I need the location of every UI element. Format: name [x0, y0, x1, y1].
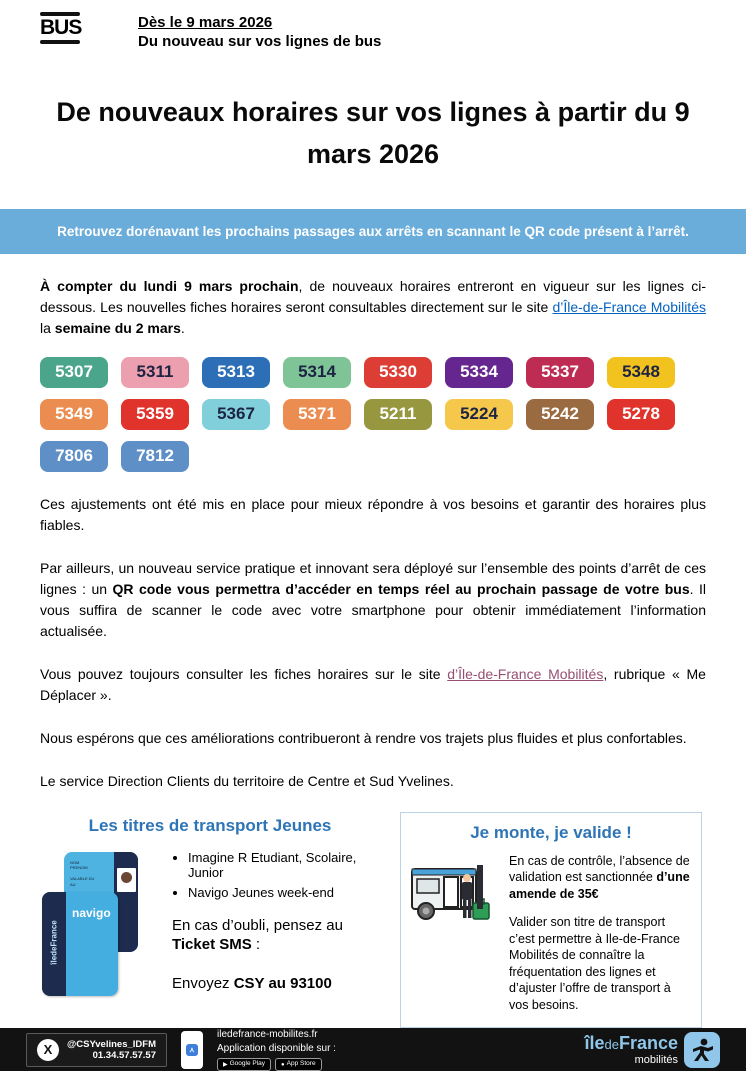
twitter-contact-box[interactable]	[26, 1033, 167, 1067]
ticket-sms-line	[172, 916, 378, 955]
idfm-logo-de: de	[604, 1036, 619, 1052]
qr-bold: QR code vous permettra d’accéder en temps réel au prochain passage de votre bus	[112, 580, 690, 597]
idfm-link-1[interactable]: d’Île-de-France Mobilités	[552, 298, 706, 315]
main-content	[0, 254, 746, 792]
intro-paragraph	[40, 276, 706, 339]
idfm-logo-mobilites: mobilités	[634, 1053, 678, 1066]
line-badges	[40, 357, 706, 472]
twitter-handle: @CSYvelines_IDFM	[67, 1038, 156, 1050]
bus-logo-bottom-bar	[40, 40, 80, 44]
website-url[interactable]: iledefrance-mobilites.fr	[217, 1029, 318, 1041]
bus-logo	[40, 12, 80, 44]
line-badge-5359: 5359	[121, 399, 189, 430]
idfm-person-icon	[684, 1032, 720, 1068]
idfm-logo-france: France	[618, 1032, 678, 1053]
play-icon: ▶	[223, 1061, 228, 1068]
send-text-1: Envoyez	[172, 974, 234, 992]
line-badge-5348: 5348	[607, 357, 675, 388]
paragraph-qr-service	[40, 558, 706, 642]
app-store-badge[interactable]	[275, 1058, 322, 1071]
idfm-logo-ile: île	[584, 1032, 605, 1053]
validate-bold-amende: d’une amende de 35€	[509, 870, 690, 901]
navigo-card-front	[42, 892, 118, 996]
intro-text-2: la	[40, 319, 55, 336]
page-header	[0, 0, 746, 50]
intro-text-3: .	[180, 319, 185, 336]
phone-number: 01.34.57.57.57	[92, 1049, 156, 1061]
bus-boarding-illustration	[411, 853, 499, 1014]
bottom-boxes	[0, 812, 746, 1029]
line-badge-5211: 5211	[364, 399, 432, 430]
paragraph-signature: Le service Direction Clients du territoire de Centre et Sud Yvelines.	[40, 772, 454, 789]
line-badge-7812: 7812	[121, 441, 189, 472]
navigo-label: navigo	[72, 905, 111, 920]
idfm-app-icon: ⋏	[186, 1044, 198, 1056]
navigo-cards-image	[42, 848, 160, 996]
google-play-label: Google Play	[229, 1060, 266, 1068]
x-twitter-icon: X	[37, 1039, 59, 1061]
header-subtitle: Du nouveau sur vos lignes de bus	[138, 33, 382, 50]
line-badge-5313: 5313	[202, 357, 270, 388]
line-badge-5307: 5307	[40, 357, 108, 388]
intro-bold-week: semaine du 2 mars	[54, 319, 181, 336]
intro-bold-date: À compter du lundi 9 mars prochain	[40, 277, 299, 294]
line-badge-5224: 5224	[445, 399, 513, 430]
idfm-link-2[interactable]: d’Île-de-France Mobilités	[447, 665, 604, 682]
page-footer	[0, 1028, 746, 1071]
line-badge-5371: 5371	[283, 399, 351, 430]
bus-logo-label: BUS	[40, 16, 82, 39]
line-badge-5337: 5337	[526, 357, 594, 388]
line-badge-5311: 5311	[121, 357, 189, 388]
smartphone-icon	[181, 1031, 203, 1069]
site-text-1: Vous pouvez toujours consulter les fiches horaires sur le site	[40, 665, 448, 682]
line-badge-5314: 5314	[283, 357, 351, 388]
line-badge-5242: 5242	[526, 399, 594, 430]
page-title: De nouveaux horaires sur vos lignes à partir du 9 mars 2026	[56, 97, 690, 169]
validate-box-title: Je monte, je valide !	[470, 822, 632, 842]
line-badge-5367: 5367	[202, 399, 270, 430]
validate-text-1: En cas de contrôle, l’absence de validation est sanctionnée	[509, 853, 690, 885]
paragraph-site	[40, 664, 706, 706]
line-badge-5278: 5278	[607, 399, 675, 430]
header-date-line: Dès le 9 mars 2026	[138, 14, 273, 31]
line-badge-5349: 5349	[40, 399, 108, 430]
bullet-imagine-r: • Imagine R Etudiant, Scolaire, Junior	[188, 850, 378, 880]
line-badge-5330: 5330	[364, 357, 432, 388]
jeunes-box	[36, 812, 384, 1029]
line-badge-7806: 7806	[40, 441, 108, 472]
app-availability-text: Application disponible sur :	[217, 1042, 336, 1054]
qr-text-2: . Il vous suffira de scanner le code avec votre smartphone pour obtenir immédiatement l’information actualisée.	[40, 580, 706, 639]
paragraph-adjustments: Ces ajustements ont été mis en place pour mieux répondre à vos besoins et garantir des horaires plus fiables.	[40, 495, 706, 533]
send-csy-line	[172, 975, 378, 992]
card-brand-text: îledeFrance	[49, 919, 59, 965]
paragraph-hope: Nous espérons que ces améliorations contribueront à rendre vos trajets plus fluides et plus confortables.	[40, 729, 687, 746]
validate-box	[400, 812, 702, 1029]
header-text	[138, 12, 381, 50]
app-store-label: App Store	[286, 1060, 316, 1068]
sms-text-2: :	[251, 936, 261, 954]
apple-icon: ●	[281, 1061, 285, 1068]
validate-paragraph-2: Valider son titre de transport c’est permettre à Ile-de-France Mobilités de connaître la fréquentation des lignes et d’ajuster l’offre de transport à vos besoins.	[509, 915, 680, 1012]
site-text-2: , rubrique « Me Déplacer ».	[40, 665, 706, 703]
sms-text-1: En cas d’oubli, pensez au	[172, 916, 343, 934]
card-micro-text: NOM PRENOM VALABLE DU AU	[70, 859, 95, 888]
bullet-navigo-jeunes: • Navigo Jeunes week-end	[188, 885, 378, 900]
idfm-logo	[584, 1032, 720, 1068]
sms-bold: Ticket SMS	[172, 936, 252, 954]
qr-text-1: Par ailleurs, un nouveau service pratique et innovant sera déployé sur l’ensemble des points d’arrêt de ces lignes : un	[40, 559, 706, 597]
send-bold: CSY au 93100	[233, 974, 332, 992]
line-badge-5334: 5334	[445, 357, 513, 388]
jeunes-box-title: Les titres de transport Jeunes	[88, 815, 332, 835]
qr-info-banner: Retrouvez dorénavant les prochains passages aux arrêts en scannant le QR code présent à l’arrêt.	[0, 209, 746, 254]
validate-paragraph-1	[509, 853, 691, 903]
intro-text-1: , de nouveaux horaires entreront en vigueur sur les lignes ci-dessous. Les nouvelles fiches horaires seront consultables directement sur le site	[40, 277, 707, 315]
jeunes-bullet-list	[188, 850, 378, 900]
card-photo	[117, 868, 136, 892]
google-play-badge[interactable]	[217, 1058, 271, 1071]
